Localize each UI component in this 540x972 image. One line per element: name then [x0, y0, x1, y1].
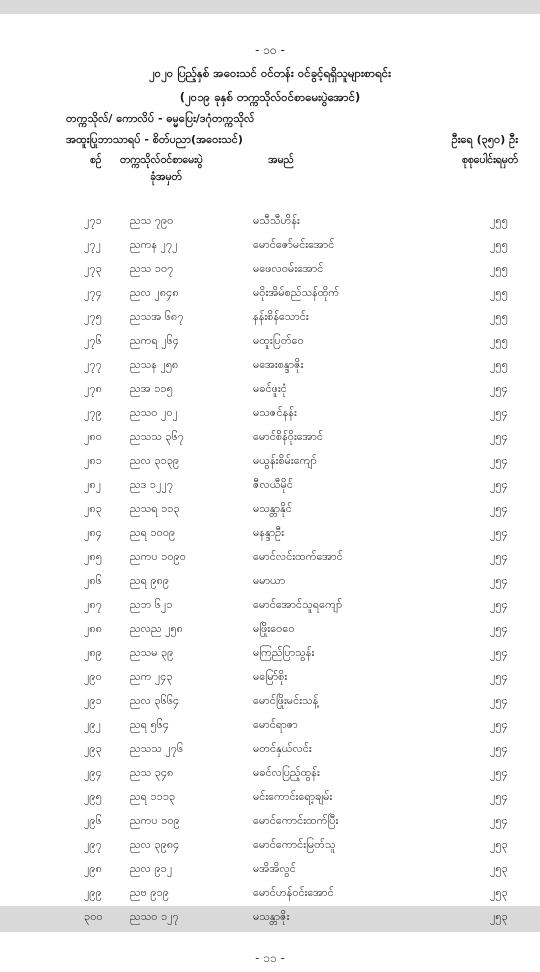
total-score: ၂၅၅	[490, 334, 508, 347]
total-score: ၂၅၅	[490, 214, 508, 227]
table-row	[0, 858, 540, 882]
exam-number: ညသသ ၂၇၆	[130, 742, 184, 755]
next-page	[0, 932, 540, 972]
row-number: ၂၈၈	[84, 622, 102, 635]
row-number: ၂၈၆	[84, 574, 102, 587]
total-score: ၂၅၄	[490, 790, 508, 803]
row-number: ၂၇၈	[84, 382, 102, 395]
exam-number: ညသဝ ၂၀၂	[130, 406, 178, 419]
student-name: ဇီလယီမိုင်	[253, 478, 293, 491]
row-number: ၂၇၁	[84, 214, 102, 227]
document-title: ၂၀၂၀ ပြည့်နှစ် အဝေးသင် ဝင်တန်း ဝင်ခွင့်ရရှိသူများစာရင်း	[149, 66, 391, 80]
row-number: ၂၇၅	[84, 310, 102, 323]
exam-number: ညလ ၃၉၈၄	[130, 838, 180, 851]
row-number: ၂၉၁	[84, 694, 102, 707]
total-score: ၂၅၄	[490, 814, 508, 827]
row-number: ၂၇၉	[84, 406, 102, 419]
exam-number: ညဘ ၆၂၁	[130, 598, 173, 611]
exam-number: ညသဝ ၁၂၇	[130, 910, 179, 923]
student-name: မနန္ဒာဦး	[253, 526, 285, 539]
student-name: မောင်စိန်ဝိုးအောင်	[253, 430, 323, 443]
exam-number: ညကန ၂၇၂	[130, 238, 178, 251]
student-name: မောင်ကောင်းထက်ပြီး	[253, 814, 339, 827]
exam-number: ညက ၂၄၃	[130, 670, 173, 683]
student-name: မကြည်ပြာသွန်း	[253, 646, 315, 659]
total-score: ၂၅၄	[490, 550, 508, 563]
header-no: စဉ်	[90, 154, 102, 166]
exam-number: ညဒ ၁၂၂၇	[130, 478, 174, 491]
row-number: ၂၇၃	[84, 262, 102, 275]
row-number: ၂၉၃	[84, 742, 102, 755]
row-number: ၂၈၇	[84, 598, 102, 611]
exam-number: ညအ ၁၁၅	[130, 382, 173, 395]
row-number: ၂၉၈	[84, 862, 102, 875]
exam-number: ညကရ ၂၆၄	[130, 334, 179, 347]
student-name: မအိအိလွင်	[253, 862, 296, 875]
total-score: ၂၅၃	[490, 910, 508, 923]
table-row	[0, 690, 540, 714]
table-row	[0, 354, 540, 378]
student-name: မတင်နှယ်လင်း	[253, 742, 312, 755]
row-number: ၂၈၂	[84, 478, 102, 491]
table-row	[0, 378, 540, 402]
major-line: အထူးပြုဘာသာရပ် - စိတ်ပညာ(အဝေးသင်)	[66, 133, 243, 146]
total-score: ၂၅၄	[490, 718, 508, 731]
exam-number: ညသသ ၃၆၇	[130, 430, 184, 443]
table-row	[0, 834, 540, 858]
student-name: မောင်ရာဇာ	[253, 718, 298, 731]
exam-number: ညသအ ၆၈၇	[130, 310, 184, 323]
total-score: ၂၅၄	[490, 454, 508, 467]
student-list	[0, 210, 540, 930]
row-number: ၂၈၄	[84, 526, 102, 539]
total-score: ၂၅၄	[490, 502, 508, 515]
student-name: မောင်ဖြိုးမင်းသန့်	[253, 694, 319, 707]
exam-number: ညသ ၇၉၀	[130, 214, 174, 227]
table-row	[0, 570, 540, 594]
total-score: ၂၅၅	[490, 358, 508, 371]
total-score: ၂၅၄	[490, 742, 508, 755]
total-score: ၂၅၄	[490, 646, 508, 659]
student-name: မောင်ဇော်မင်းအောင်	[253, 238, 335, 251]
exam-number: ညလ ၂၈၄၈	[130, 286, 179, 299]
total-score: ၂၅၄	[490, 526, 508, 539]
table-row	[0, 714, 540, 738]
row-number: ၂၉၅	[84, 790, 102, 803]
page-number: - ၁၀ -	[255, 43, 285, 57]
row-number: ၂၉၇	[84, 838, 102, 851]
total-score: ၂၅၅	[490, 286, 508, 299]
header-exam-number: တက္ကသိုလ်ဝင်စာမေးပွဲ	[120, 154, 203, 166]
total-score: ၂၅၃	[490, 886, 508, 899]
student-name: မောင်ဟန်ဝင်းအောင်	[253, 886, 334, 899]
exam-number: ညလ ၉၁၂	[130, 862, 173, 875]
table-row	[0, 810, 540, 834]
total-score: ၂၅၃	[490, 838, 508, 851]
student-name: မဖြိုးဝေဝေ	[253, 622, 295, 635]
row-number: ၂၈၁	[84, 454, 102, 467]
student-name: မောင်လင်းထက်အောင်	[253, 550, 343, 563]
total-score: ၂၅၄	[490, 406, 508, 419]
table-row	[0, 498, 540, 522]
table-row	[0, 450, 540, 474]
document-subtitle: (၂၀၁၉ ခုနှစ် တက္ကသိုလ်ဝင်စာမေးပွဲအောင်)	[179, 90, 361, 104]
student-name: မခင်ဖူးငုံ	[253, 382, 287, 395]
exam-number: ညသရ ၁၁၃	[130, 502, 180, 515]
table-row	[0, 618, 540, 642]
total-score: ၂၅၄	[490, 574, 508, 587]
row-number: ၃၀၀	[84, 910, 103, 923]
table-row	[0, 906, 540, 930]
total-score: ၂၅၄	[490, 382, 508, 395]
table-row	[0, 210, 540, 234]
exam-number: ညရ ၉၈၉	[130, 574, 170, 587]
header-total-score: စုစုပေါင်းရမှတ်	[461, 154, 518, 166]
row-number: ၂၈၃	[84, 502, 102, 515]
row-number: ၂၇၇	[84, 358, 102, 371]
row-number: ၂၇၄	[84, 286, 102, 299]
row-number: ၂၉၆	[84, 814, 102, 827]
exam-number: ညလ ၃၁၃၉	[130, 454, 180, 467]
university-line: တက္ကသိုလ်/ ကောလိပ် - ဓမ္မပြေး/ဒဂုံတက္ကသိုလ်	[66, 112, 255, 125]
row-number: ၂၈၀	[84, 430, 102, 443]
exam-number: ညသမ ၃၉	[130, 646, 174, 659]
total-score: ၂၅၄	[490, 478, 508, 491]
student-name: မခင်လပြည့်ထွန်း	[253, 766, 320, 779]
exam-number: ညသန ၂၅၈	[130, 358, 179, 371]
table-row	[0, 402, 540, 426]
student-name: မဖေလဝမ်းအောင်	[253, 262, 324, 275]
row-number: ၂၇၆	[84, 334, 102, 347]
table-row	[0, 330, 540, 354]
exam-number: ညလ ၃၆၆၄	[130, 694, 180, 707]
row-number: ၂၈၉	[84, 646, 102, 659]
row-number: ၂၉၂	[84, 718, 101, 731]
exam-number: ညကပ ၁၀၉	[130, 814, 180, 827]
row-number: ၂၉၀	[84, 670, 102, 683]
table-row	[0, 258, 540, 282]
row-number: ၂၉၄	[84, 766, 102, 779]
total-score: ၂၅၅	[490, 262, 508, 275]
next-page-number: - ၁၁ -	[255, 951, 285, 965]
student-name: မောင်ကောင်းမြတ်သူ	[253, 838, 336, 851]
exam-number: ညရ ၁၀၀၉	[130, 526, 176, 539]
table-row	[0, 738, 540, 762]
table-row	[0, 762, 540, 786]
student-name: မသန္တာနိုင်	[253, 502, 292, 515]
student-name: မောင်အောင်သူရကျော်	[253, 598, 343, 611]
exam-number: ညလည ၂၅၈	[130, 622, 183, 635]
exam-number: ညကပ ၁၀၉၀	[130, 550, 186, 563]
student-name: မသီသီဟိန်း	[253, 214, 300, 227]
exam-number: ညရ ၁၁၁၃	[130, 790, 176, 803]
table-row	[0, 882, 540, 906]
table-row	[0, 786, 540, 810]
table-row	[0, 546, 540, 570]
table-row	[0, 642, 540, 666]
table-row	[0, 474, 540, 498]
student-name: မယွန်းစိမ်းကျော်	[253, 454, 317, 467]
total-score: ၂၅၃	[490, 862, 508, 875]
student-name: မမြော်စိုး	[253, 670, 288, 683]
count-line: ဦးရေ (၃၅၀) ဦး	[451, 133, 518, 146]
total-score: ၂၅၄	[490, 430, 508, 443]
row-number: ၂၇၂	[84, 238, 101, 251]
row-number: ၂၉၉	[84, 886, 102, 899]
table-row	[0, 426, 540, 450]
student-name: မအေးစန္ဒာဇိုး	[253, 358, 304, 371]
table-row	[0, 522, 540, 546]
table-row	[0, 282, 540, 306]
total-score: ၂၅၄	[490, 622, 508, 635]
student-name: မင်းကောင်းရော့ချမ်း	[253, 790, 333, 803]
student-name: မသန္တာဇိုး	[253, 910, 290, 923]
header-name: အမည်	[268, 154, 294, 166]
student-name: မထူးပြတ်ဝေ	[253, 334, 304, 347]
total-score: ၂၅၄	[490, 766, 508, 779]
document-page	[0, 14, 540, 923]
student-name: မမာယာ	[253, 574, 286, 587]
exam-number: ညဗ ၉၁၉	[130, 886, 169, 899]
total-score: ၂၅၄	[490, 670, 508, 683]
exam-number: ညရ ၅၆၄	[130, 718, 170, 731]
student-name: နန်းစိန်သောင်း	[253, 310, 309, 323]
total-score: ၂၅၄	[490, 694, 508, 707]
exam-number: ညသ ၁၀၇	[130, 262, 174, 275]
table-row	[0, 234, 540, 258]
table-row	[0, 594, 540, 618]
exam-number: ညသ ၃၄၈	[130, 766, 174, 779]
table-row	[0, 666, 540, 690]
student-name: မသဇင်နန်း	[253, 406, 297, 419]
student-name: မဝိုးအိမ်စည်သန်ထိုက်	[253, 286, 340, 299]
total-score: ၂၅၅	[490, 310, 508, 323]
total-score: ၂၅၄	[490, 598, 508, 611]
row-number: ၂၈၅	[84, 550, 102, 563]
total-score: ၂၅၅	[490, 238, 508, 251]
table-row	[0, 306, 540, 330]
header-exam-number-line2: ခုံအမှတ်	[150, 171, 182, 183]
